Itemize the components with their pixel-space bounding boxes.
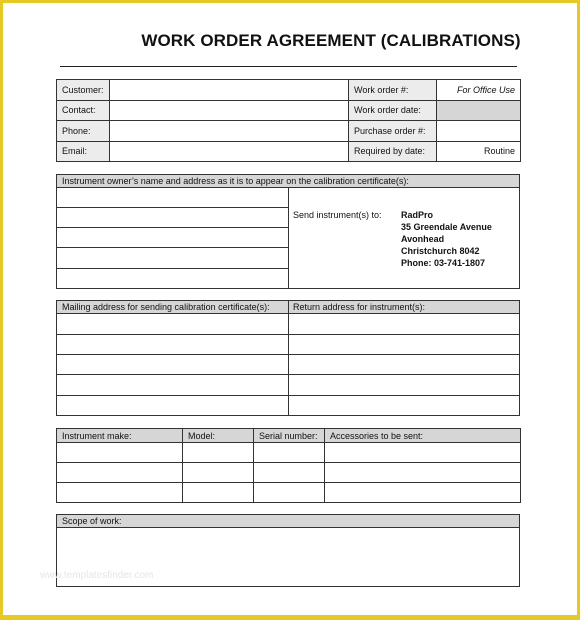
model-field[interactable] [183,443,254,463]
table-row [57,463,521,483]
table-row [57,483,521,503]
work-order-number-field[interactable]: For Office Use [437,80,521,101]
scope-of-work-header: Scope of work: [57,515,519,528]
serial-number-field[interactable] [254,443,325,463]
watermark: www.templatesfinder.com [40,570,154,581]
address-city: Christchurch 8042 [401,246,480,256]
contact-label: Contact: [57,100,110,121]
serial-number-field[interactable] [254,483,325,503]
work-order-date-field[interactable] [437,100,521,121]
table-row [57,100,521,121]
send-instruments-label: Send instrument(s) to: [293,210,382,220]
table-row [57,443,521,463]
instrument-table [56,428,521,503]
customer-label: Customer: [57,80,110,101]
owner-section-header: Instrument owner’s name and address as it is to appear on the calibration certificate(s): [57,175,519,188]
page-title: WORK ORDER AGREEMENT (CALIBRATIONS) [141,31,521,50]
address-suburb: Avonhead [401,234,445,244]
accessories-field[interactable] [325,483,521,503]
phone-field[interactable] [110,121,349,142]
instrument-make-field[interactable] [57,443,183,463]
table-row [57,80,521,101]
instrument-make-field[interactable] [57,463,183,483]
return-address-header: Return address for instrument(s): [293,302,426,312]
required-by-date-label: Required by date: [349,141,437,162]
title-divider [60,66,517,67]
serial-number-header: Serial number: [254,429,325,443]
purchase-order-field[interactable] [437,121,521,142]
send-address [401,209,492,269]
mailing-address-header: Mailing address for sending calibration certificate(s): [62,302,270,312]
email-label: Email: [57,141,110,162]
order-info-table [56,79,521,162]
serial-number-field[interactable] [254,463,325,483]
model-field[interactable] [183,463,254,483]
instrument-make-field[interactable] [57,483,183,503]
contact-field[interactable] [110,100,349,121]
purchase-order-label: Purchase order #: [349,121,437,142]
accessories-field[interactable] [325,443,521,463]
customer-field[interactable] [110,80,349,101]
accessories-header: Accessories to be sent: [325,429,521,443]
table-row [57,141,521,162]
work-order-number-label: Work order #: [349,80,437,101]
email-field[interactable] [110,141,349,162]
instrument-make-header: Instrument make: [57,429,183,443]
address-company: RadPro [401,210,434,220]
address-street: 35 Greendale Avenue [401,222,492,232]
model-field[interactable] [183,483,254,503]
work-order-date-label: Work order date: [349,100,437,121]
required-by-date-field[interactable]: Routine [437,141,521,162]
phone-label: Phone: [57,121,110,142]
table-header-row [57,429,521,443]
address-phone: Phone: 03-741-1807 [401,258,486,268]
accessories-field[interactable] [325,463,521,483]
model-header: Model: [183,429,254,443]
table-row [57,121,521,142]
